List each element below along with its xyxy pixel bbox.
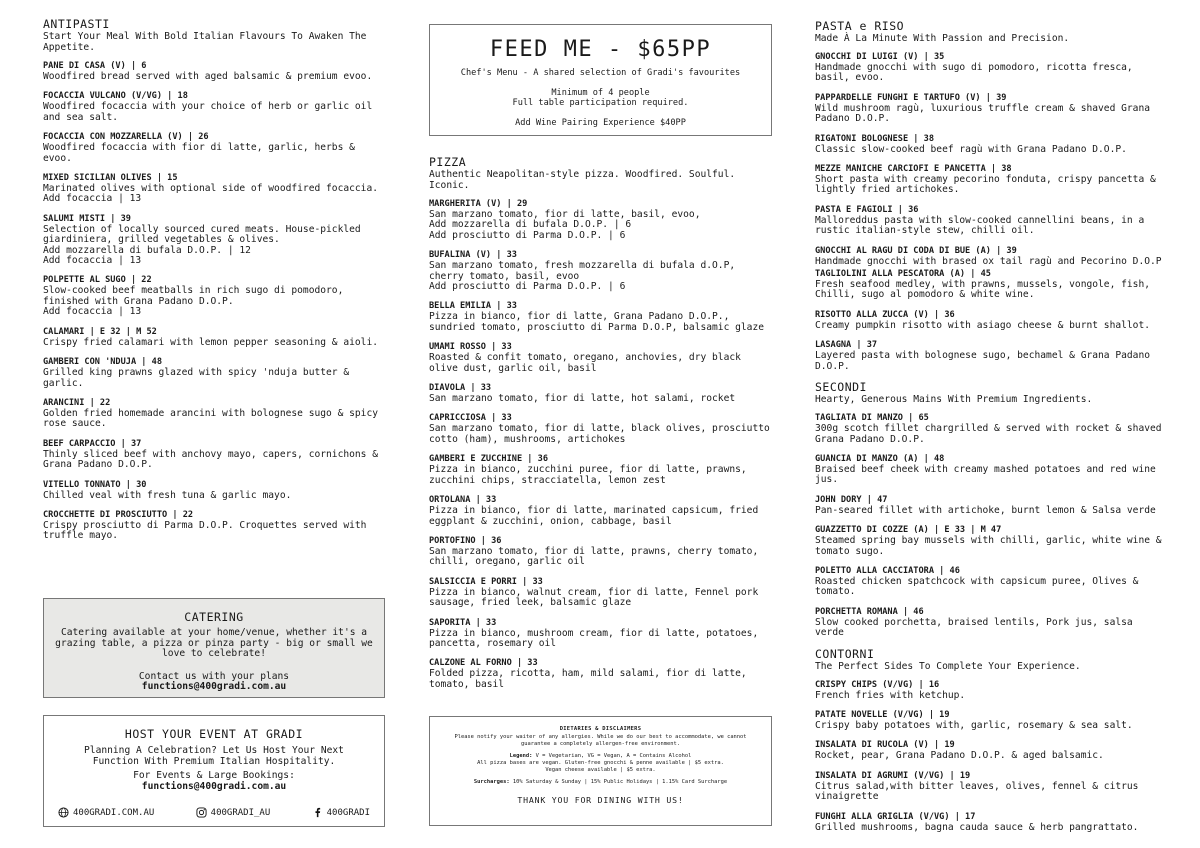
menu-item [815,269,1165,301]
menu-item-desc: Handmade gnocchi with brased ox tail ragù and Pecorino D.O.P [815,255,1162,267]
menu-item [43,275,388,317]
menu-item [815,205,1165,237]
menu-item [815,566,1165,598]
antipasti-title: ANTIPASTI [43,17,110,31]
menu-item-name: GUAZZETTO DI COZZE (A) | E 33 | M 47 [815,525,1002,536]
menu-item-name: LASAGNA | 37 [815,340,878,351]
menu-item-addon: Add focaccia | 13 [43,255,142,267]
menu-item-desc: San marzano tomato, fior di latte, basil, evoo, [429,209,701,220]
menu-item-desc: Wild mushroom ragù, luxurious truffle cream & shaved Grana Padano D.O.P. [815,102,1151,125]
menu-item-desc: Crispy fried calamari with lemon pepper seasoning & aioli. [43,336,379,348]
feed-me-line3: Full table participation required. [512,98,689,108]
menu-item [815,710,1165,731]
menu-item-name: PANE DI CASA (V) | 6 [43,61,147,71]
host-event-box [43,715,385,827]
menu-item [43,173,388,205]
menu-item-name: SALSICCIA E PORRI | 33 [429,576,543,587]
pizza-section [429,156,774,699]
menu-item [43,91,388,123]
menu-item-name: CROCCHETTE DI PROSCIUTTO | 22 [43,509,194,520]
facebook-icon [312,807,323,818]
menu-item-name: GNOCCHI AL RAGU DI CODA DI BUE (A) | 39 [815,245,1017,256]
menu-item-desc: San marzano tomato, fior di latte, hot salami, rocket [429,393,736,405]
menu-item-desc: Creamy pumpkin risotto with asiago cheese & burnt shallot. [815,319,1151,331]
dietary-legend3: Vegan cheese available | $5 extra. [545,767,656,773]
social-links [58,807,370,818]
feed-me-line4: Add Wine Pairing Experience $40PP [515,117,686,128]
feed-me-line2: Minimum of 4 people [551,87,650,98]
host-title: HOST YOUR EVENT AT GRADI [124,727,304,741]
menu-item-name: INSALATA DI RUCOLA (V) | 19 [815,740,955,751]
globe-icon [58,807,69,818]
menu-item-addon: Add mozzarella di bufala D.O.P. | 12 [43,244,251,256]
menu-item-desc: Slow-cooked beef meatballs in rich sugo di pomodoro, finished with Grana Padano D.O.P. [43,285,344,307]
pasta-title: PASTA e RISO [815,19,905,33]
menu-item-desc: Woodfired focaccia with fior di latte, garlic, herbs & evoo. [43,142,355,164]
pasta-list [815,52,1165,372]
menu-item [43,480,388,501]
secondi-subtitle: Hearty, Generous Mains With Premium Ingredients. [815,394,1093,406]
host-bookings-label: For Events & Large Bookings: [133,770,295,782]
menu-item [815,93,1165,125]
menu-item-desc: Grilled mushrooms, bagna cauda sauce & herb pangrattato. [815,821,1139,833]
menu-item [815,52,1165,84]
surcharge-label: Surcharges: [473,779,510,785]
menu-item-desc: San marzano tomato, fresh mozzarella di bufala d.O.P, cherry tomato, basil, evoo [429,260,736,282]
legend-text: V = Vegetarian, VG = Vegan, A = Contains Alcohol [535,753,692,759]
menu-item [429,577,774,609]
menu-item [815,525,1165,557]
menu-item-desc: French fries with ketchup. [815,689,966,701]
menu-item-desc: Pizza in bianco, walnut cream, fior di latte, Fennel pork sausage, fried leek, balsamic glaze [429,586,759,609]
menu-item-name: PORTOFINO | 36 [429,535,502,546]
instagram-link[interactable] [196,807,271,818]
website-link[interactable] [58,807,154,818]
menu-item-desc: Woodfired focaccia with your choice of herb or garlic oil and sea salt. [43,101,373,123]
menu-item-name: GAMBERI E ZUCCHINE | 36 [429,454,548,465]
menu-item [43,510,388,542]
menu-item-name: RISOTTO ALLA ZUCCA (V) | 36 [815,309,955,320]
menu-item-addon: Add prosciutto di Parma D.O.P. | 6 [429,281,626,293]
menu-item-desc: San marzano tomato, fior di latte, black olives, prosciutto cotto (ham), mushrooms, artichokes [429,423,770,445]
menu-item-name: FOCACCIA VULCANO (V/VG) | 18 [43,91,188,102]
contorni-subtitle: The Perfect Sides To Complete Your Experience. [815,660,1081,672]
facebook-link[interactable] [312,807,370,818]
catering-contact: Contact us with your plans [138,670,290,682]
catering-box [43,598,385,698]
menu-item-addon: Add mozzarella di bufala D.O.P. | 6 [429,219,632,231]
menu-item-desc: Handmade gnocchi with sugo di pomodoro, ricotta fresca, basil, evoo. [815,62,1133,84]
menu-item-name: RIGATONI BOLOGNESE | 38 [815,133,934,144]
menu-item [429,413,774,445]
menu-item-desc: Crispy baby potatoes with, garlic, rosemary & sea salt. [815,719,1133,731]
menu-item [815,134,1165,155]
surcharge-text: 10% Saturday & Sunday | 15% Public Holidays | 1.15% Card Surcharge [512,779,728,785]
menu-item-name: PORCHETTA ROMANA | 46 [815,606,924,617]
legend-label: Legend: [509,753,533,759]
menu-item [815,771,1165,803]
dietary-surcharges [430,779,771,786]
host-email-link[interactable]: functions@400gradi.com.au [141,780,287,792]
menu-item-desc: Pizza in bianco, fior di latte, marinated capsicum, fried eggplant & zucchini, onion, cabbage, basil [429,505,759,527]
menu-item-name: TAGLIOLINI ALLA PESCATORA (A) | 45 [815,269,991,280]
menu-item-desc: Pizza in bianco, mushroom cream, fior di latte, potatoes, pancetta, rosemary oil [429,627,759,649]
antipasti-list [43,61,388,542]
menu-item-name: ORTOLANA | 33 [429,495,497,506]
menu-item-name: SALUMI MISTI | 39 [43,213,131,224]
menu-item [429,383,774,404]
menu-item [429,199,774,241]
menu-item-desc: Pizza in bianco, zucchini puree, fior di latte, prawns, zucchini chips, stracciatella, lemon zest [429,464,747,486]
menu-item [43,327,388,348]
menu-item-desc: Steamed spring bay mussels with chilli, garlic, white wine & tomato sugo. [815,535,1162,557]
catering-title: CATERING [184,610,244,624]
secondi-list [815,413,1165,638]
contorni-list [815,680,1165,833]
menu-item-desc: Layered pasta with bolognese sugo, bechamel & Grana Padano D.O.P. [815,350,1151,372]
menu-item-desc: Fresh seafood medley, with prawns, mussels, vongole, fish, Chilli, sugo al pomodoro & white wine. [815,279,1151,301]
website-text: 400GRADI.COM.AU [73,807,155,818]
contorni-title: CONTORNI [815,646,875,661]
menu-item-desc: 300g scotch fillet chargrilled & served with rocket & shaved Grana Padano D.O.P. [815,423,1162,445]
instagram-text: 400GRADI_AU [210,807,271,818]
menu-item [815,246,1165,267]
pasta-subtitle: Made À La Minute With Passion and Precision. [815,33,1070,44]
menu-item-desc: Classic slow-cooked beef ragù with Grana Padano D.O.P. [815,143,1127,155]
menu-item-name: FUNGHI ALLA GRIGLIA (V/VG) | 17 [815,811,976,822]
menu-item-desc: Pan-seared fillet with artichoke, burnt lemon & Salsa verde [815,504,1156,516]
menu-item [815,607,1165,639]
menu-item-name: PAPPARDELLE FUNGHI E TARTUFO (V) | 39 [815,92,1007,103]
menu-item-desc: Citrus salad,with bitter leaves, olives, fennel & citrus vinaigrette [815,780,1139,803]
menu-item-name: BUFALINA (V) | 33 [429,250,517,261]
feed-me-box [429,24,772,136]
menu-item-desc: Short pasta with creamy pecorino fonduta, crispy pancetta & lightly fried artichokes. [815,174,1156,196]
menu-item [43,132,388,164]
menu-item-desc: Pizza in bianco, fior di latte, Grana Padano D.O.P., sundried tomato, prosciutto di Parma D.O.P, balsamic glaze [429,311,765,333]
menu-item-name: CALAMARI | E 32 | M 52 [43,326,157,337]
menu-item-name: SAPORITA | 33 [429,617,497,628]
menu-item [429,342,774,374]
menu-item [429,495,774,527]
menu-item-desc: Woodfired bread served with aged balsamic & premium evoo. [43,71,373,82]
menu-item [43,61,388,82]
menu-item-name: FOCACCIA CON MOZZARELLA (V) | 26 [43,132,209,143]
menu-item [815,340,1165,372]
menu-item-desc: Folded pizza, ricotta, ham, mild salami, fior di latte, tomato, basil [429,668,747,690]
menu-item [43,357,388,389]
menu-item-desc: Thinly sliced beef with anchovy mayo, capers, cornichons & Grana Padano D.O.P. [43,448,379,471]
dietary-title: DIETARIES & DISCLAIMERS [559,726,642,732]
menu-item-addon: Add focaccia | 13 [43,193,142,205]
menu-item [815,680,1165,701]
pizza-subtitle: Authentic Neapolitan-style pizza. Woodfired. Soulful. Iconic. [429,169,736,191]
menu-item [429,301,774,333]
right-column [815,20,1165,842]
antipasti-section [43,18,388,551]
menu-item-desc: Golden fried homemade arancini with bolognese sugo & spicy rose sauce. [43,407,379,430]
menu-item [429,250,774,292]
catering-email-link[interactable]: functions@400gradi.com.au [141,681,287,693]
menu-item-name: POLETTO ALLA CACCIATORA | 46 [815,565,960,576]
menu-item [43,398,388,430]
menu-item-name: CRISPY CHIPS (V/VG) | 16 [815,679,940,690]
feed-me-line1: Chef's Menu - A shared selection of Gradi's favourites [460,68,741,78]
menu-item-desc: Malloreddus pasta with slow-cooked cannellini beans, in a rustic italian-style stew, chilli oil. [815,214,1145,237]
dietary-legend2: All pizza bases are vegan. Gluten-free gnocchi & penne available | $5 extra. [477,760,724,766]
menu-item-name: CAPRICCIOSA | 33 [429,413,512,424]
menu-item-name: MEZZE MANICHE CARCIOFI E PANCETTA | 38 [815,164,1012,175]
thank-you-text: THANK YOU FOR DINING WITH US! [517,795,684,805]
menu-item-desc: San marzano tomato, fior di latte, prawns, cherry tomato, chilli, oregano, garlic oil [429,545,759,568]
menu-item-desc: Braised beef cheek with creamy mashed potatoes and red wine jus. [815,463,1156,486]
menu-item-name: BEEF CARPACCIO | 37 [43,438,142,449]
menu-item-name: DIAVOLA | 33 [429,383,492,394]
menu-item-name: PASTA E FAGIOLI | 36 [815,204,919,215]
dietary-notice: Please notify your waiter of any allergies. While we do our best to accommodate, we cannot guarantee a completely allergen-free environment. [454,734,747,747]
menu-item [815,740,1165,761]
menu-item-name: VITELLO TONNATO | 30 [43,479,147,490]
menu-item-addon: Add prosciutto di Parma D.O.P. | 6 [429,229,626,241]
menu-item-name: ARANCINI | 22 [43,397,111,408]
menu-item [429,658,774,690]
secondi-title: SECONDI [815,380,867,395]
menu-item-desc: Roasted chicken spatchcock with capsicum puree, Olives & tomato. [815,575,1139,598]
facebook-text: 400GRADI [326,807,370,818]
menu-item-desc: Roasted & confit tomato, oregano, anchovies, dry black olive dust, garlic oil, basil [429,352,741,374]
feed-me-title: FEED ME - $65PP [489,37,712,62]
menu-item-desc: Slow cooked porchetta, braised lentils, Pork jus, salsa verde [815,616,1133,639]
menu-item [43,439,388,471]
host-text: Planning A Celebration? Let Us Host Your Next Function With Premium Italian Hospitality. [84,745,344,767]
menu-item-name: PATATE NOVELLE (V/VG) | 19 [815,709,950,720]
menu-item-name: INSALATA DI AGRUMI (V/VG) | 19 [815,770,971,781]
menu-item-desc: Chilled veal with fresh tuna & garlic mayo. [43,489,292,501]
menu-item-name: CALZONE AL FORNO | 33 [429,658,538,669]
menu-item-desc: Marinated olives with optional side of woodfired focaccia. [43,183,379,195]
menu-item-name: GNOCCHI DI LUIGI (V) | 35 [815,52,945,62]
dietary-legend [430,753,771,760]
menu-item [429,618,774,650]
dietary-box [429,716,772,826]
menu-item [429,454,774,486]
menu-item-name: POLPETTE AL SUGO | 22 [43,275,152,286]
menu-item-name: UMAMI ROSSO | 33 [429,342,512,353]
instagram-icon [196,807,207,818]
menu-item [815,495,1165,516]
menu-item [815,310,1165,331]
pizza-title: PIZZA [429,155,467,169]
menu-item-name: GUANCIA DI MANZO (A) | 48 [815,453,945,464]
menu-item-name: MIXED SICILIAN OLIVES | 15 [43,173,178,184]
menu-item-addon: Add focaccia | 13 [43,306,142,318]
menu-item-name: BELLA EMILIA | 33 [429,301,517,312]
menu-item [815,812,1165,833]
antipasti-subtitle: Start Your Meal With Bold Italian Flavours To Awaken The Appetite. [43,31,367,53]
catering-text: Catering available at your home/venue, whether it's a grazing table, a pizza or pinza party - big or small we love to celebrate! [55,627,373,660]
menu-item-name: MARGHERITA (V) | 29 [429,199,528,209]
menu-item-desc: Selection of locally sourced cured meats. House-pickled giardiniera, grilled vegetables & olives. [43,223,361,246]
pizza-list [429,199,774,690]
menu-item-name: JOHN DORY | 47 [815,494,888,505]
menu-item [429,536,774,568]
menu-item [815,454,1165,486]
menu-item-desc: Crispy prosciutto di Parma D.O.P. Croquettes served with truffle mayo. [43,519,367,542]
menu-item-name: TAGLIATA DI MANZO | 65 [815,413,929,424]
menu-item-desc: Rocket, pear, Grana Padano D.O.P. & aged balsamic. [815,750,1104,762]
menu-item [815,413,1165,445]
menu-item-name: GAMBERI CON 'NDUJA | 48 [43,357,162,368]
menu-item [43,214,388,267]
menu-item-desc: Grilled king prawns glazed with spicy 'nduja butter & garlic. [43,367,350,389]
menu-item [815,164,1165,196]
